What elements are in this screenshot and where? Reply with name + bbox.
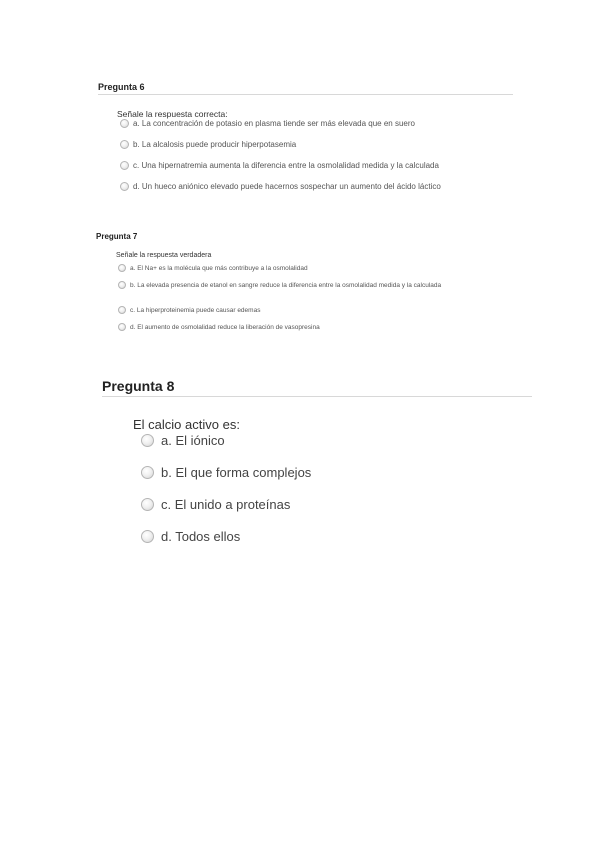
option-label: a. La concentración de potasio en plasma tiende ser más elevada que en suero bbox=[133, 119, 415, 128]
question-7-option-c[interactable] bbox=[118, 306, 516, 314]
question-7-option-a[interactable] bbox=[118, 264, 516, 272]
radio-button-icon[interactable] bbox=[120, 161, 129, 170]
question-8-prompt: El calcio activo es: bbox=[133, 417, 240, 432]
question-8-title: Pregunta 8 bbox=[102, 378, 532, 397]
question-8-option-a[interactable] bbox=[141, 432, 532, 448]
option-label: a. El Na+ es la molécula que más contribuye a la osmolalidad bbox=[130, 264, 308, 272]
question-8-option-c[interactable] bbox=[141, 496, 532, 512]
option-label: c. El unido a proteínas bbox=[161, 496, 291, 512]
question-6-option-d[interactable] bbox=[120, 182, 513, 191]
radio-button-icon[interactable] bbox=[141, 466, 154, 479]
question-7-option-d[interactable] bbox=[118, 323, 516, 331]
question-6-option-b[interactable] bbox=[120, 140, 513, 149]
radio-button-icon[interactable] bbox=[120, 182, 129, 191]
option-label: d. El aumento de osmolalidad reduce la liberación de vasopresina bbox=[130, 323, 320, 331]
radio-button-icon[interactable] bbox=[118, 264, 126, 272]
question-7-title: Pregunta 7 bbox=[96, 232, 138, 241]
question-6 bbox=[98, 82, 513, 191]
radio-button-icon[interactable] bbox=[141, 498, 154, 511]
question-7 bbox=[96, 232, 516, 331]
radio-button-icon[interactable] bbox=[118, 306, 126, 314]
option-label: d. Un hueco aniónico elevado puede hacernos sospechar un aumento del ácido láctico bbox=[133, 182, 441, 191]
question-7-option-b[interactable] bbox=[118, 281, 516, 289]
question-7-prompt: Señale la respuesta verdadera bbox=[116, 252, 212, 259]
question-6-prompt: Señale la respuesta correcta: bbox=[117, 109, 228, 119]
radio-button-icon[interactable] bbox=[120, 140, 129, 149]
option-label: a. El iónico bbox=[161, 432, 225, 448]
option-label: b. La elevada presencia de etanol en sangre reduce la diferencia entre la osmolalidad medida y la calculada bbox=[130, 281, 442, 289]
option-label: d. Todos ellos bbox=[161, 528, 241, 544]
question-6-option-c[interactable] bbox=[120, 161, 513, 170]
radio-button-icon[interactable] bbox=[141, 434, 154, 447]
option-label: c. Una hipernatremia aumenta la diferencia entre la osmolalidad medida y la calculada bbox=[133, 161, 439, 170]
option-label: c. La hiperproteinemia puede causar edemas bbox=[130, 306, 261, 314]
question-8-option-b[interactable] bbox=[141, 464, 532, 480]
question-8 bbox=[102, 378, 532, 544]
question-8-option-d[interactable] bbox=[141, 528, 532, 544]
radio-button-icon[interactable] bbox=[118, 323, 126, 331]
radio-button-icon[interactable] bbox=[118, 281, 126, 289]
radio-button-icon[interactable] bbox=[141, 530, 154, 543]
question-6-option-a[interactable] bbox=[120, 119, 513, 128]
option-label: b. La alcalosis puede producir hiperpotasemia bbox=[133, 140, 297, 149]
question-6-title: Pregunta 6 bbox=[98, 82, 513, 95]
radio-button-icon[interactable] bbox=[120, 119, 129, 128]
option-label: b. El que forma complejos bbox=[161, 464, 312, 480]
